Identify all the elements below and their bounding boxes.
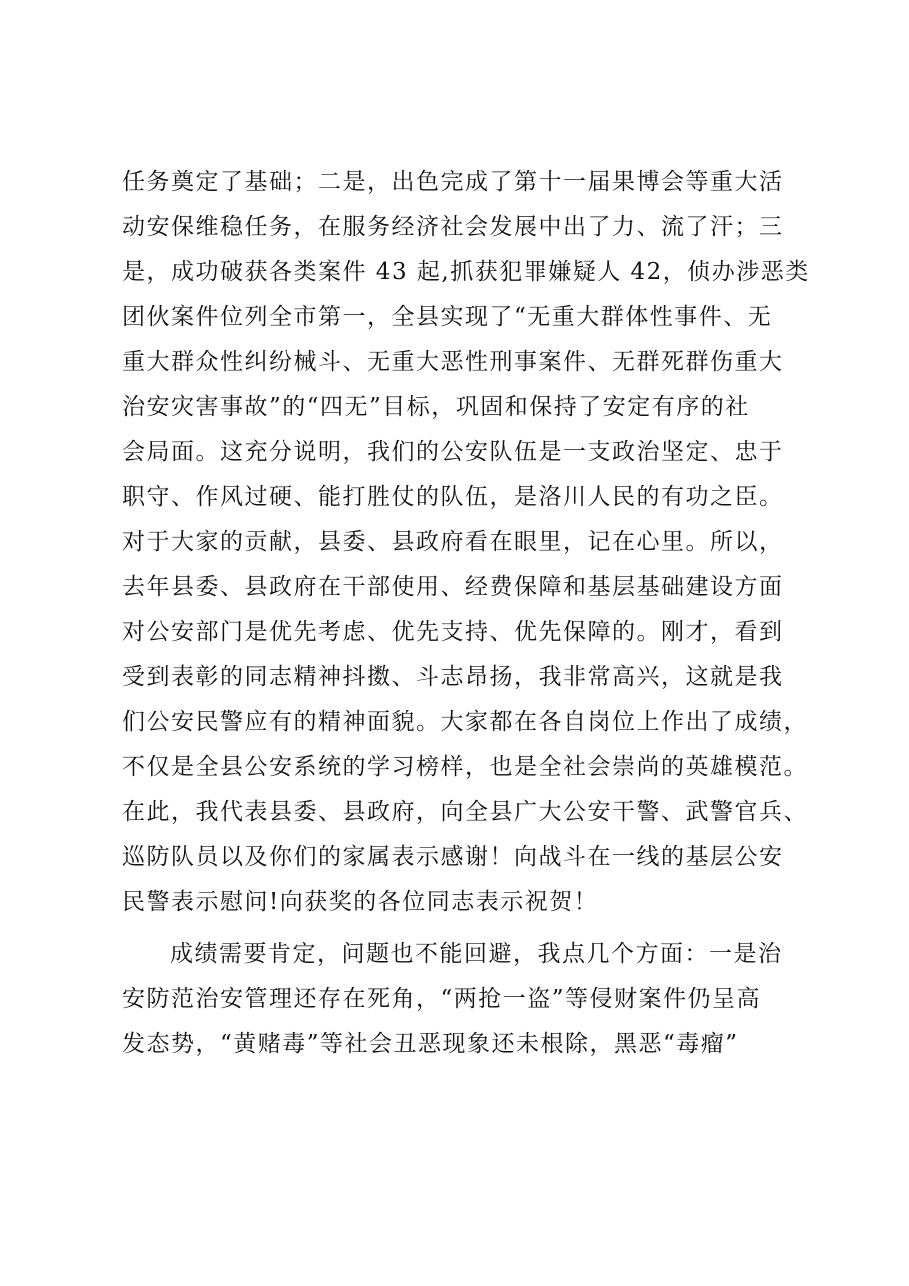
text-line: 团伙案件位列全市第一，全县实现了“无重大群体性事件、无	[122, 304, 773, 330]
text-line: 重大群众性纠纷械斗、无重大恶性刑事案件、无群死群伤重大	[122, 349, 784, 375]
text-line: 任务奠定了基础；二是，出色完成了第十一届果博会等重大活	[122, 169, 784, 195]
text-line: 治安灾害事故”的“四无”目标，巩固和保持了安定有序的社	[122, 394, 750, 420]
text-line: 会局面。这充分说明，我们的公安队伍是一支政治坚定、忠于	[122, 439, 784, 465]
text-line: 发态势，“黄赌毒”等社会丑恶现象还未根除，黑恶“毒瘤”	[122, 1031, 739, 1057]
text-line: 对公安部门是优先考虑、优先支持、优先保障的。刚才，看到	[122, 619, 784, 645]
text-line: 动安保维稳任务，在服务经济社会发展中出了力、流了汗；三	[122, 214, 784, 240]
text-line: 们公安民警应有的精神面貌。大家都在各自岗位上作出了成绩，	[122, 709, 808, 735]
text-line: 在此，我代表县委、县政府，向全县广大公安干警、武警官兵、	[122, 799, 808, 825]
text-line: 是，成功破获各类案件 43 起,抓获犯罪嫌疑人 42，侦办涉恶类	[122, 259, 810, 285]
text-line: 对于大家的贡献，县委、县政府看在眼里，记在心里。所以，	[122, 529, 784, 555]
text-line: 去年县委、县政府在干部使用、经费保障和基层基础建设方面	[122, 574, 784, 600]
text-line: 民警表示慰问!向获奖的各位同志表示祝贺！	[122, 889, 599, 915]
text-line: 巡防队员以及你们的家属表示感谢！向战斗在一线的基层公安	[122, 844, 784, 870]
text-line: 不仅是全县公安系统的学习榜样，也是全社会崇尚的英雄模范。	[122, 754, 808, 780]
text-line: 职守、作风过硬、能打胜仗的队伍，是洛川人民的有功之臣。	[122, 484, 784, 510]
paragraph-first-line: 成绩需要肯定，问题也不能回避，我点几个方面：一是治	[170, 941, 783, 967]
text-line: 受到表彰的同志精神抖擞、斗志昂扬，我非常高兴，这就是我	[122, 664, 784, 690]
text-line: 安防范治安管理还存在死角，“两抢一盗”等侵财案件仍呈高	[122, 986, 762, 1012]
